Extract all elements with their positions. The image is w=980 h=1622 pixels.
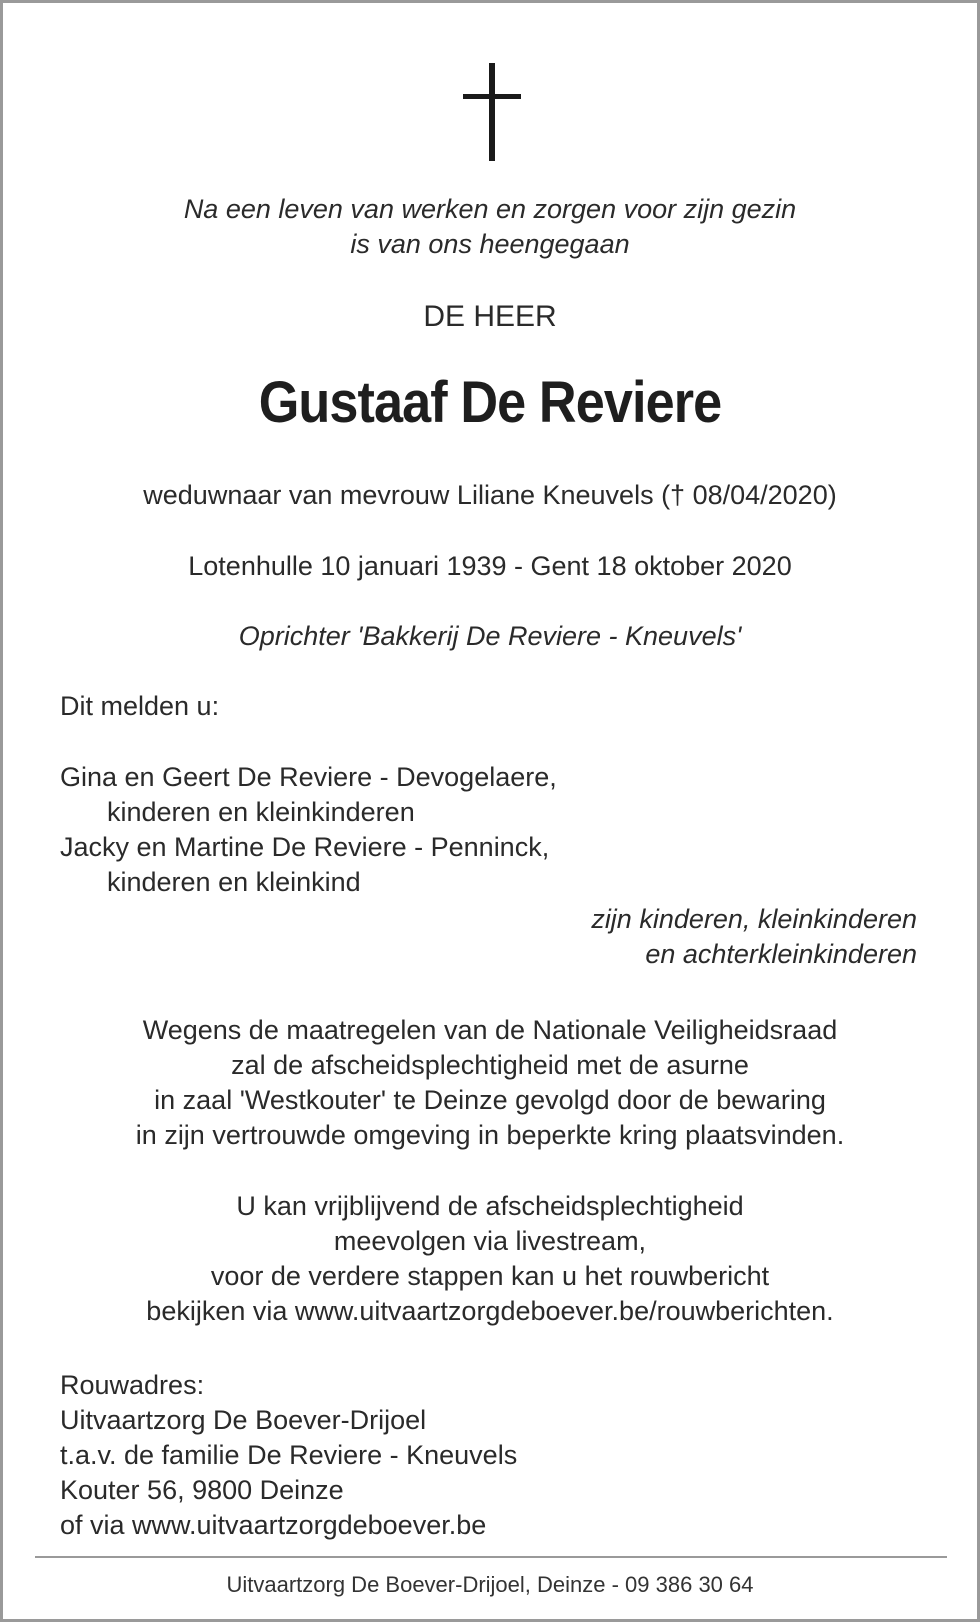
address-line: Rouwadres: — [60, 1370, 205, 1400]
intro-text — [3, 192, 977, 262]
notice-line: meevolgen via livestream, — [333, 1226, 647, 1256]
notice-line: in zaal 'Westkouter' te Deinze gevolgd door de bewaring — [154, 1085, 826, 1115]
family-list — [60, 760, 960, 900]
address-line: Kouter 56, 9800 Deinze — [60, 1475, 344, 1505]
life-dates: Lotenhulle 10 januari 1939 - Gent 18 oktober 2020 — [188, 551, 792, 581]
notice-line: U kan vrijblijvend de afscheidsplechtigheid — [236, 1191, 744, 1221]
intro-line: Na een leven van werken en zorgen voor zijn gezin — [183, 194, 797, 224]
notice-line: bekijken via www.uitvaartzorgdeboever.be/rouwberichten. — [146, 1296, 834, 1326]
notice-line: zal de afscheidsplechtigheid met de asurne — [231, 1050, 749, 1080]
ceremony-notice — [3, 1013, 977, 1153]
cross-icon — [463, 63, 523, 163]
family-signature — [217, 902, 917, 972]
footer-divider — [35, 1556, 947, 1558]
livestream-notice — [3, 1189, 977, 1329]
widower-line: weduwnaar van mevrouw Liliane Kneuvels († 08/04/2020) — [143, 480, 837, 510]
address-line: Uitvaartzorg De Boever-Drijoel — [60, 1405, 427, 1435]
address-line: of via www.uitvaartzorgdeboever.be — [60, 1510, 487, 1540]
family-sub: kinderen en kleinkinderen — [107, 797, 415, 827]
notice-line: voor de verdere stappen kan u het rouwbericht — [210, 1261, 770, 1291]
address-line: t.a.v. de familie De Reviere - Kneuvels — [60, 1440, 518, 1470]
family-name: Gina en Geert De Reviere - Devogelaere, — [60, 762, 557, 792]
family-name: Jacky en Martine De Reviere - Penninck, — [60, 832, 550, 862]
title-prefix: DE HEER — [423, 300, 557, 333]
footer-text: Uitvaartzorg De Boever-Drijoel, Deinze - 09 386 30 64 — [226, 1572, 754, 1597]
notice-line: Wegens de maatregelen van de Nationale Veiligheidsraad — [142, 1015, 838, 1045]
notice-line: in zijn vertrouwde omgeving in beperkte kring plaatsvinden. — [135, 1120, 845, 1150]
family-sub: kinderen en kleinkind — [107, 867, 361, 897]
founder-line: Oprichter 'Bakkerij De Reviere - Kneuvels' — [238, 621, 742, 651]
announce-line: Dit melden u: — [60, 691, 220, 721]
signature-line: zijn kinderen, kleinkinderen — [591, 904, 917, 934]
mourning-address — [60, 1368, 960, 1543]
signature-line: en achterkleinkinderen — [645, 939, 917, 969]
deceased-name: Gustaaf De Reviere — [258, 370, 722, 435]
intro-line: is van ons heengegaan — [350, 229, 630, 259]
